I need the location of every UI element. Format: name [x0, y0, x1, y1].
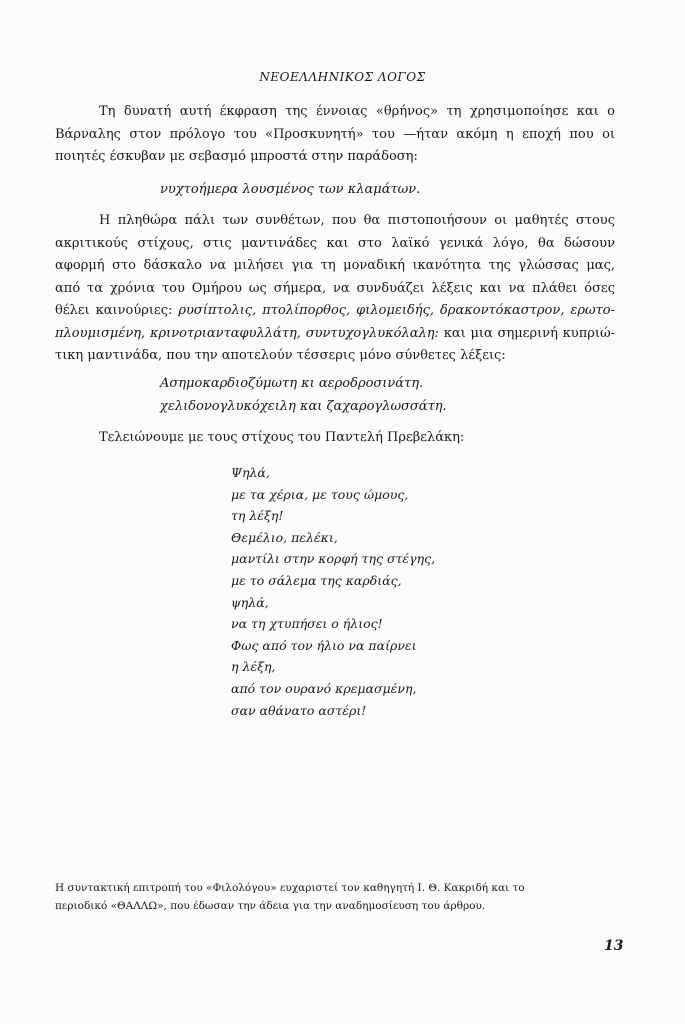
text-line: ακριτικούς στίχους, στις μαντινάδες και στο λαϊκό γενικά λόγο, θα δώσουν [55, 235, 615, 251]
compound-words: ρυσίπτολις, πτολίπορθος, φιλομειδής, δρακοντόκαστρον, ερωτο- [178, 303, 615, 318]
poem-line: μαντίλι στην κορφή της στέγης, [231, 551, 436, 567]
poem-line: με το σάλεμα της καρδιάς, [231, 572, 402, 588]
poem-line: η λέξη, [231, 659, 276, 675]
paragraph-3 [55, 427, 615, 450]
text-fragment: και μια σημερινή κυπριώ- [443, 325, 615, 341]
text-line: από τα χρόνια του Ομήρου ως σήμερα, να συνδυάζει λέξεις και να πλάθει όσες [55, 280, 615, 296]
poem-line: Ψηλά, [231, 465, 270, 480]
text-line: αφορμή στο δάσκαλο να μιλήσει για τη μοναδική ικανότητα της γλώσσας μας, [55, 258, 615, 273]
text-line-compounds [55, 323, 615, 346]
poem-line: σαν αθάνατο αστέρι! [231, 702, 367, 718]
poem-line: με τα χέρια, με τους ώμους, [231, 486, 409, 502]
mantinada-verse-1: Ασημοκαρδιοζύμωτη κι αεροδροσινάτη. [160, 376, 424, 391]
paragraph-2 [55, 210, 615, 368]
quote-verse: νυχτοήμερα λουσμένος των κλαμάτων. [160, 182, 421, 197]
footnote [55, 879, 617, 915]
poem-line: από τον ουρανό κρεμασμένη, [231, 680, 417, 696]
text-fragment: θέλει καινούριες: [55, 303, 173, 318]
running-header: ΝΕΟΕΛΛΗΝΙΚΟΣ ΛΟΓΟΣ [259, 70, 426, 84]
text-line: Τη δυνατή αυτή έκφραση της έννοιας «θρήνος» τη χρησιμοποίησε και ο [99, 104, 615, 119]
poem-line: τη λέξη! [231, 508, 284, 524]
poem-line: ψηλά, [231, 594, 269, 610]
poem [231, 462, 435, 721]
footnote-line: Η συντακτική επιτροπή του «Φιλολόγου» ευχαριστεί τον καθηγητή Ι. Θ. Κακριδή και το [55, 882, 525, 894]
poem-line: Φως από τον ήλιο να παίρνει [231, 637, 417, 653]
paragraph-1 [55, 101, 615, 169]
compound-words: πλουμισμένη, κρινοτριανταφυλλάτη, συντυχογλυκόλαλη: [55, 325, 439, 341]
poem-line: να τη χτυπήσει ο ήλιος! [231, 616, 383, 632]
mantinada-verse-2: χελιδονογλυκόχειλη και ζαχαρογλωσσάτη. [160, 399, 447, 414]
text-line: τικη μαντινάδα, που την αποτελούν τέσσερις μόνο σύνθετες λέξεις: [55, 348, 506, 363]
page-number: 13 [604, 938, 624, 954]
text-line: ποιητές έσκυβαν με σεβασμό μπροστά στην παράδοση: [55, 149, 418, 164]
text-line: Βάρναλης στον πρόλογο του «Προσκυνητή» του —ήταν ακόμη η εποχή που οι [55, 126, 615, 142]
text-line: Η πληθώρα πάλι των συνθέτων, που θα πιστοποιήσουν οι μαθητές στους [99, 213, 615, 228]
text-line-compounds [55, 300, 615, 323]
footnote-line: περιοδικό «ΘΑΛΛΩ», που έδωσαν την άδεια για την αναδημοσίευση του άρθρου. [55, 900, 486, 912]
text-line: Τελειώνουμε με τους στίχους του Παντελή Πρεβελάκη: [99, 430, 465, 445]
poem-line: Θεμέλιο, πελέκι, [231, 529, 338, 545]
